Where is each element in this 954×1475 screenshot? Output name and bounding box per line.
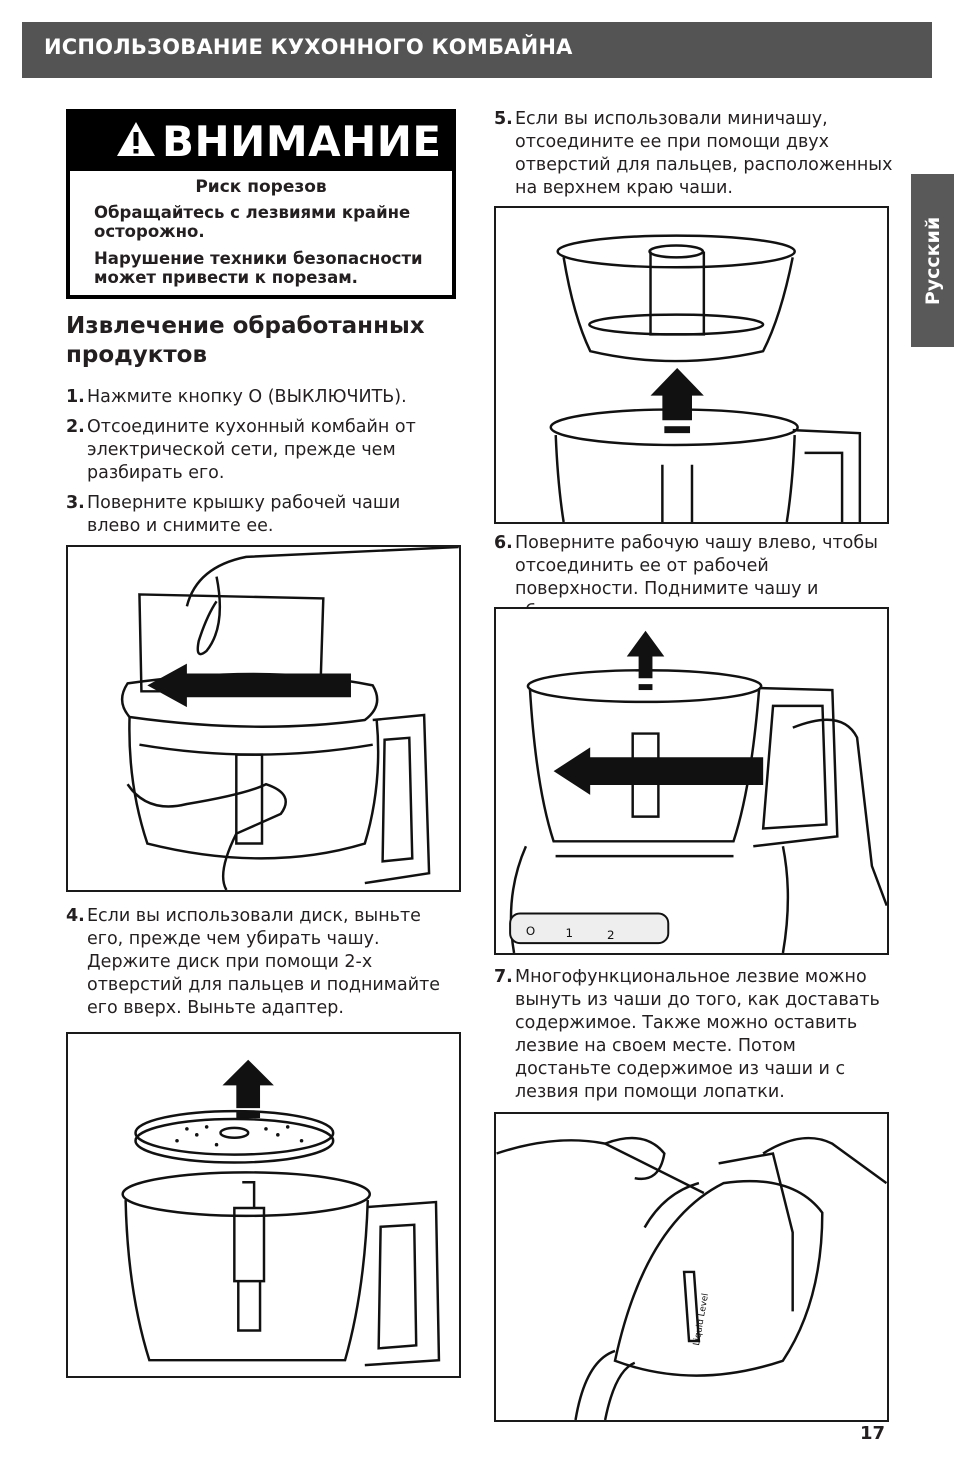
step-number: 1. xyxy=(66,387,85,407)
step-text: Поверните рабочую чашу влево, чтобы отсоединить ее от рабочей поверхности. Поднимите чашу и xyxy=(515,533,878,599)
step-4 xyxy=(66,905,462,1020)
step-text: Если вы использовали диск, выньте его, прежде чем убирать чашу. Держите диск при помощи 2-х отверстий для пальцев и поднимайте его вверх. Выньте адаптер. xyxy=(87,906,441,1018)
button-2-label: 2 xyxy=(606,928,615,943)
step-text: Нажмите кнопку O (ВЫКЛЮЧИТЬ). xyxy=(87,387,407,407)
warning-box xyxy=(66,109,456,299)
figure-remove-work-bowl xyxy=(494,607,889,955)
remove-work-bowl-illustration xyxy=(496,609,887,953)
warning-triangle-icon xyxy=(116,121,156,157)
step-7 xyxy=(494,966,894,1104)
liquid-level-label: Liquid Level xyxy=(692,1292,712,1347)
step-2 xyxy=(66,416,456,485)
page-number: 17 xyxy=(860,1423,886,1444)
section-title: Извлечение обработанных продуктов xyxy=(66,313,425,368)
remove-mini-bowl-illustration xyxy=(496,208,887,522)
step-3 xyxy=(66,492,456,538)
step-number: 7. xyxy=(494,967,513,987)
remove-lid-illustration xyxy=(68,547,459,890)
step-text: Отсоедините кухонный комбайн от электрической сети, прежде чем разбирать его. xyxy=(87,417,416,483)
warning-line-2: Нарушение техники безопасности может привести к порезам. xyxy=(94,249,423,287)
button-off-label: O xyxy=(525,924,536,939)
figure-remove-mini-bowl xyxy=(494,206,889,524)
step-5 xyxy=(494,108,894,200)
figure-remove-disc xyxy=(66,1032,461,1378)
figure-remove-blade xyxy=(494,1112,889,1422)
step-text: Поверните крышку рабочей чаши влево и снимите ее. xyxy=(87,493,401,536)
language-tab xyxy=(911,174,954,347)
warning-title: ВНИМАНИЕ xyxy=(162,117,442,166)
warning-body xyxy=(70,171,452,295)
header-title: ИСПОЛЬЗОВАНИЕ КУХОННОГО КОМБАЙНА xyxy=(44,35,573,59)
step-number: 3. xyxy=(66,493,85,513)
step-1 xyxy=(66,386,456,409)
step-number: 4. xyxy=(66,906,85,926)
warning-risk: Риск порезов xyxy=(195,177,327,197)
remove-blade-illustration xyxy=(496,1114,887,1420)
remove-disc-illustration xyxy=(68,1034,459,1376)
language-tab-label: Русский xyxy=(921,216,944,305)
step-text: Если вы использовали миничашу, отсоедините ее при помощи двух отверстий для пальцев, расположенных на верхнем краю чаши. xyxy=(515,109,893,198)
warning-header xyxy=(66,109,456,167)
button-1-label: 1 xyxy=(565,926,574,941)
control-buttons xyxy=(510,913,668,943)
step-number: 2. xyxy=(66,417,85,437)
figure-remove-lid xyxy=(66,545,461,892)
step-text: Многофункциональное лезвие можно вынуть из чаши до того, как доставать содержимое. Также можно оставить лезвие на своем месте. Потом достаньте содержимое из чаши и с лезвия при помощи лопатки. xyxy=(515,967,880,1102)
step-number: 6. xyxy=(494,533,513,553)
warning-line-1: Обращайтесь с лезвиями крайне осторожно. xyxy=(94,203,411,241)
step-number: 5. xyxy=(494,109,513,129)
